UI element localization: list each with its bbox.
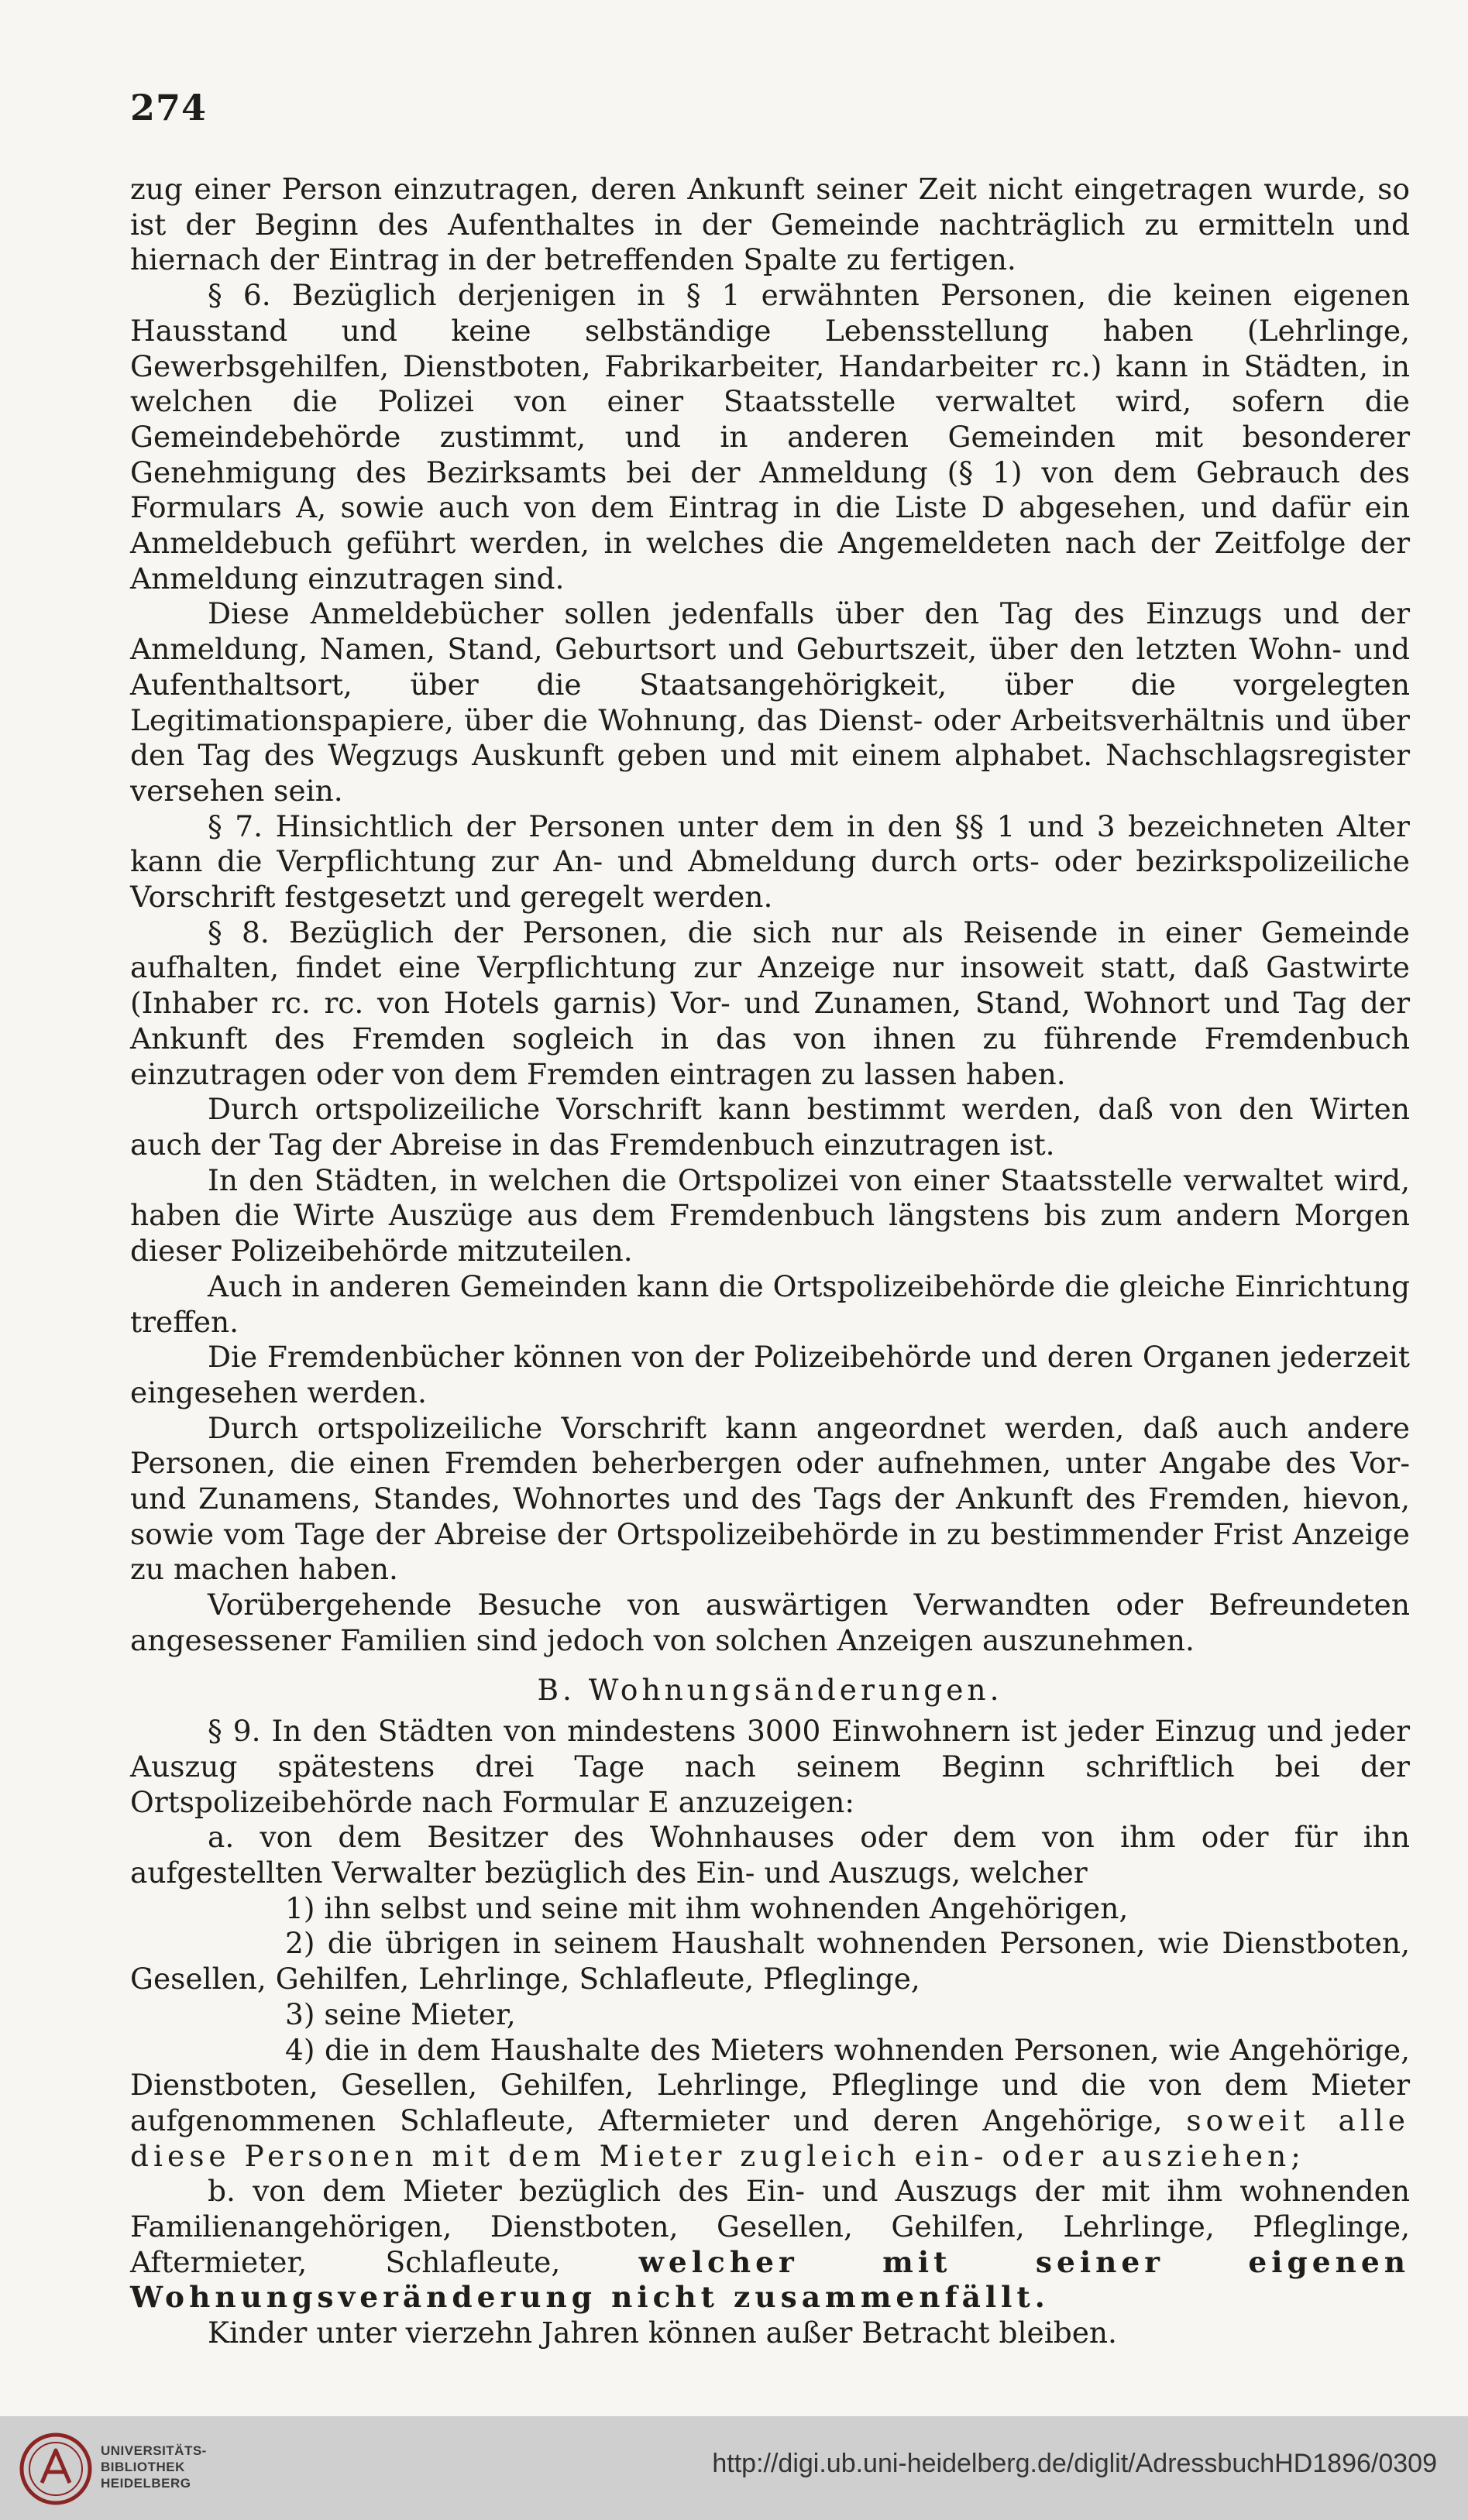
paragraph-section-8: § 8. Bezüglich der Personen, die sich nur als Reisende in einer Gemeinde aufhalten, findet eine Verpflichtung zur Anzeige nur insoweit statt, daß Gastwirte (Inhaber rc. rc. von Hotels garnis) Vor- und Zunamen, Stand, Wohnort und Tag der Ankunft des Fremden sogleich in das von ihnen zu führende Fremdenbuch einzutragen oder von dem Fremden eintragen zu lassen haben. (130, 915, 1410, 1091)
paragraph: Die Fremdenbücher können von der Polizeibehörde und deren Organen jederzeit eingesehen werden. (130, 1340, 1410, 1409)
list-item-b-text: b. von dem Mieter bezüglich des Ein- und Auszugs der mit ihm wohnenden Familienangehörigen, Dienstboten, Gesellen, Gehilfen, Lehrlinge, Pfleglinge, Aftermieter, Schlafleute, (130, 2174, 1410, 2279)
list-item-a: a. von dem Besitzer des Wohnhauses oder dem von ihm oder für ihn aufgestellten Verwalter bezüglich des Ein- und Auszugs, welcher (130, 1820, 1410, 1890)
library-footer (0, 2416, 1468, 2520)
sub-item-4 (130, 2033, 1410, 2175)
sub-item-2: 2) die übrigen in seinem Haushalt wohnenden Personen, wie Dienstboten, Gesellen, Gehilfen, Lehrlinge, Schlafleute, Pfleglinge, (130, 1926, 1410, 1996)
library-name-line: UNIVERSITÄTS- (101, 2443, 207, 2458)
sub-item-4-text: 4) die in dem Haushalte des Mieters wohnenden Personen, wie Angehörige, Dienstboten, Gesellen, Gehilfen, Lehrlinge, Pfleglinge und die von dem Mieter aufgenommenen Schlafleute, Aftermieter und deren Angehörige, (130, 2032, 1410, 2137)
library-name-line: BIBLIOTHEK (101, 2460, 185, 2474)
sub-item-4-emphasis: soweit alle diese Personen mit dem Mieter zugleich ein- oder ausziehen; (130, 2103, 1410, 2173)
source-url-link[interactable]: http://digi.ub.uni-heidelberg.de/diglit/AdressbuchHD1896/0309 (712, 2449, 1437, 2478)
closing-sentence: Kinder unter vierzehn Jahren können außer Betracht bleiben. (208, 2316, 1117, 2350)
paragraph-section-6: § 6. Bezüglich derjenigen in § 1 erwähnten Personen, die keinen eigenen Hausstand und keine selbständige Lebensstellung haben (Lehrlinge, Gewerbsgehilfen, Dienstboten, Fabrikarbeiter, Handarbeiter rc.) kann in Städten, in welchen die Polizei von einer Staatsstelle verwaltet wird, sofern die Gemeindebehörde zustimmt, und in anderen Gemeinden mit besonderer Genehmigung des Bezirksamts bei der Anmeldung (§ 1) von dem Gebrauch des Formulars A, sowie auch von dem Eintrag in die Liste D abgesehen, und dafür ein Anmeldebuch geführt werden, in welches die Angemeldeten nach der Zeitfolge der Anmeldung einzutragen sind. (130, 278, 1410, 596)
paragraph: In den Städten, in welchen die Ortspolizei von einer Staatsstelle verwaltet wird, haben die Wirte Auszüge aus dem Fremdenbuch längstens bis zum andern Morgen dieser Polizeibehörde mitzuteilen. (130, 1162, 1410, 1269)
library-name-line: HEIDELBERG (101, 2476, 191, 2491)
list-item-b-emphasis: welcher mit seiner eigenen Wohnungsveränderung nicht zusammenfällt. (130, 2244, 1410, 2315)
paragraph-section-9: § 9. In den Städten von mindestens 3000 Einwohnern ist jeder Einzug und jeder Auszug spätestens drei Tage nach seinem Beginn schriftlich bei der Ortspolizeibehörde nach Formular E anzuzeigen: (130, 1714, 1410, 1819)
list-item-b (130, 2174, 1410, 2316)
university-seal-icon[interactable] (19, 2432, 93, 2506)
sub-item-1: 1) ihn selbst und seine mit ihm wohnenden Angehörigen, (285, 1890, 1129, 1925)
body-text (130, 172, 1410, 2351)
paragraph: Diese Anmeldebücher sollen jedenfalls über den Tag des Einzugs und der Anmeldung, Namen, Stand, Geburtsort und Geburtszeit, über den letzten Wohn- und Aufenthaltsort, über die Staatsangehörigkeit, über die vorgelegten Legitimationspapiere, über die Wohnung, das Dienst- oder Arbeitsverhältnis und über den Tag des Wegzugs Auskunft geben und mit einem alphabet. Nachschlagsregister versehen sein. (130, 596, 1410, 808)
paragraph: Durch ortspolizeiliche Vorschrift kann angeordnet werden, daß auch andere Personen, die einen Fremden beherbergen oder aufnehmen, unter Angabe des Vor- und Zunamens, Standes, Wohnortes und des Tags der Ankunft des Fremden, hievon, sowie vom Tage der Abreise der Ortspolizeibehörde in zu bestimmender Frist Anzeige zu machen haben. (130, 1410, 1410, 1587)
sub-item-3: 3) seine Mieter, (285, 1996, 516, 2031)
paragraph: Durch ortspolizeiliche Vorschrift kann bestimmt werden, daß von den Wirten auch der Tag der Abreise in das Fremdenbuch einzutragen ist. (130, 1092, 1410, 1162)
paragraph: Auch in anderen Gemeinden kann die Ortspolizeibehörde die gleiche Einrichtung treffen. (130, 1269, 1410, 1339)
paragraph: zug einer Person einzutragen, deren Ankunft seiner Zeit nicht eingetragen wurde, so ist der Beginn des Aufenthaltes in der Gemeinde nachträglich zu ermitteln und hiernach der Eintrag in der betreffenden Spalte zu fertigen. (130, 172, 1410, 277)
section-heading: B. Wohnungsänderungen. (537, 1672, 1003, 1707)
paragraph-section-7: § 7. Hinsichtlich der Personen unter dem in den §§ 1 und 3 bezeichneten Alter kann die Verpflichtung zur An- und Abmeldung durch orts- oder bezirkspolizeiliche Vorschrift festgesetzt und geregelt werden. (130, 809, 1410, 915)
library-name (101, 2443, 207, 2491)
page-number: 274 (130, 87, 208, 129)
paragraph: Vorübergehende Besuche von auswärtigen Verwandten oder Befreundeten angesessener Familien sind jedoch von solchen Anzeigen auszunehmen. (130, 1588, 1410, 1657)
